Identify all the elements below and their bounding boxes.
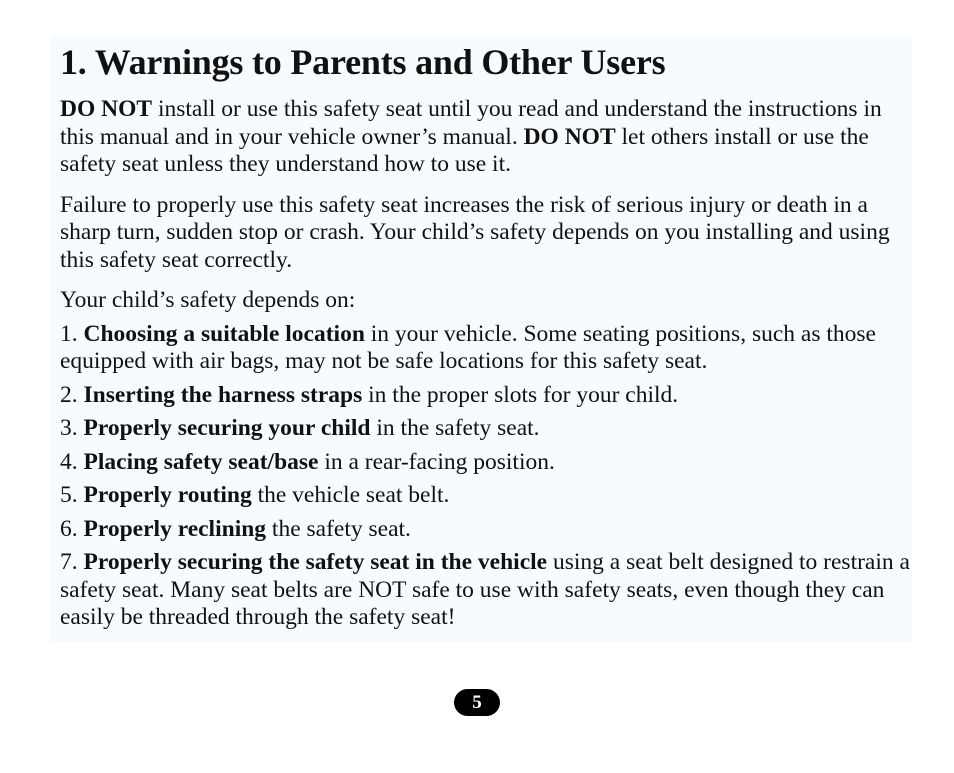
item-heading: Properly reclining <box>83 515 267 542</box>
item-heading: Choosing a suitable location <box>83 320 365 347</box>
do-not-emphasis: DO NOT <box>60 96 153 122</box>
item-number: 3. <box>60 415 84 441</box>
list-item <box>60 415 910 443</box>
warning-text: install or use this safety seat until you read and understand the instructions in this manual and in your vehicle owner’s manual. <box>60 96 882 150</box>
item-text: in a rear-facing position. <box>318 448 555 475</box>
page-title: 1. Warnings to Parents and Other Users <box>60 42 666 82</box>
item-heading: Inserting the harness straps <box>83 381 363 408</box>
do-not-emphasis: DO NOT <box>523 123 616 150</box>
safety-list <box>60 321 910 632</box>
list-intro: Your child’s safety depends on: <box>60 287 356 313</box>
item-text: using a seat belt designed to restrain a safety seat. Many seat belts are NOT safe to use with safety seats, even though they can easily be threaded through the safety seat! <box>60 549 910 630</box>
warning-paragraph <box>60 96 910 179</box>
item-text: in the safety seat. <box>370 415 540 441</box>
page-number-badge: 5 <box>454 689 500 716</box>
list-item <box>60 482 910 510</box>
item-text: in the proper slots for your child. <box>362 381 679 408</box>
item-heading: Properly securing the safety seat in the vehicle <box>83 549 548 575</box>
list-item <box>60 549 910 632</box>
item-number: 4. <box>60 448 84 475</box>
list-item <box>60 449 910 477</box>
item-number: 7. <box>60 549 84 575</box>
item-text: the vehicle seat belt. <box>251 482 450 508</box>
risk-paragraph: Failure to properly use this safety seat increases the risk of serious injury or death in a sharp turn, sudden stop or crash. Your child’s safety depends on you installing and using this safety seat correctly. <box>60 191 890 273</box>
item-heading: Placing safety seat/base <box>83 448 319 475</box>
item-text: the safety seat. <box>266 515 411 542</box>
item-heading: Properly routing <box>83 482 252 508</box>
item-number: 5. <box>60 482 84 508</box>
list-item <box>60 516 910 544</box>
warning-text: let others install or use the safety seat unless they understand how to use it. <box>60 123 869 177</box>
item-number: 2. <box>60 381 84 408</box>
list-item <box>60 321 910 376</box>
item-number: 6. <box>60 515 84 542</box>
item-number: 1. <box>60 320 84 347</box>
page-content <box>60 40 910 638</box>
list-item <box>60 382 910 410</box>
item-text: in your vehicle. Some seating positions, such as those equipped with air bags, may not be safe locations for this safety seat. <box>60 320 876 374</box>
item-heading: Properly securing your child <box>83 415 371 441</box>
